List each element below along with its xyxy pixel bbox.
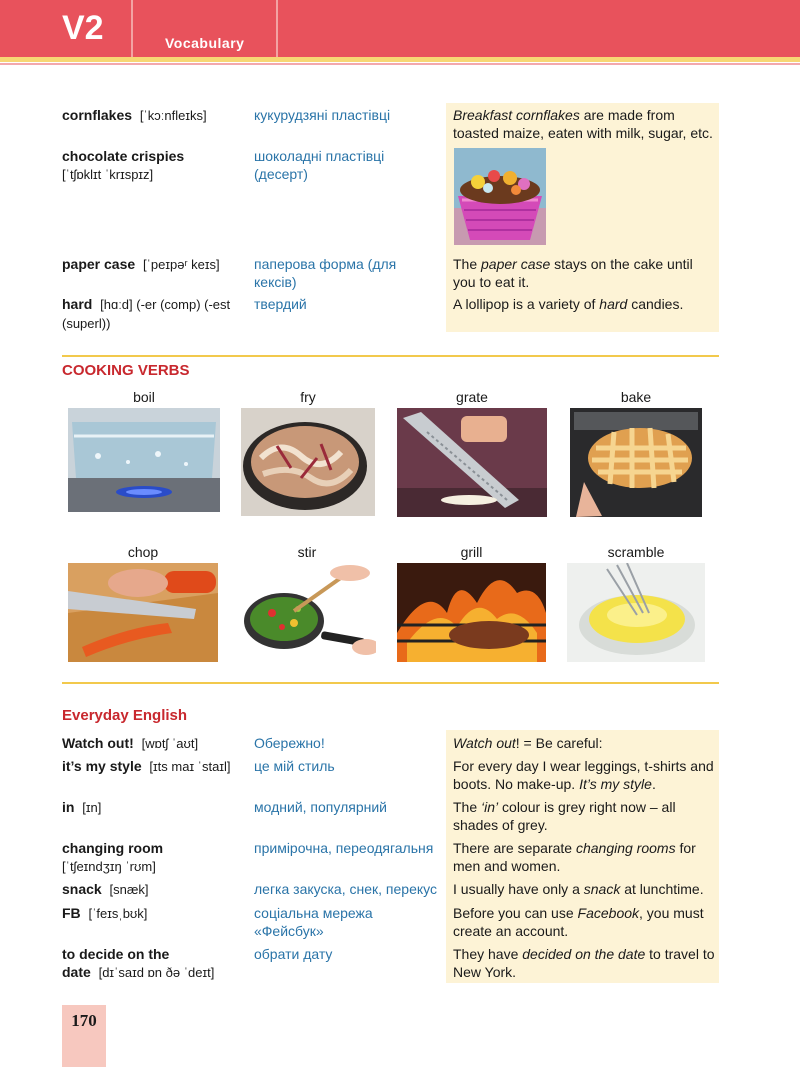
grate-photo (397, 408, 547, 517)
header-divider (276, 0, 278, 57)
phrase-example: Watch out! = Be careful: (453, 735, 603, 751)
chocolate-crispies-photo (454, 148, 546, 245)
fry-photo (241, 408, 375, 516)
phrase-translation: обрати дату (254, 946, 333, 962)
bake-photo (570, 408, 702, 517)
verb-caption: scramble (607, 544, 665, 560)
phrase-example: There are separate changing rooms for men and women. (453, 840, 696, 874)
phrase-example: Before you can use Facebook, you must create an account. (453, 905, 704, 939)
phrase: changing room [ˈtʃeɪndʒɪŋ ˈrʊm] (62, 840, 164, 874)
vocab-word: chocolate crispies [ˈtʃɒklɪt ˈkrɪspɪz] (62, 148, 185, 182)
phrase-example: They have decided on the date to travel to New York. (453, 946, 715, 980)
stir-photo (238, 563, 376, 662)
scramble-photo (567, 563, 705, 662)
header-divider (131, 0, 133, 57)
phrase: in [ɪn] (62, 799, 102, 815)
page-number: 170 (71, 1011, 97, 1030)
cooking-verbs-heading: COOKING VERBS (62, 362, 190, 379)
phrase-example: For every day I wear leggings, t-shirts and boots. No make-up. It’s my style. (453, 758, 714, 792)
phrase-translation: соціальна мережа «Фейсбук» (254, 905, 373, 939)
phrase: Watch out! [wɒtʃ ˈaʊt] (62, 735, 199, 751)
phrase: it’s my style [ɪts maɪ ˈstaɪl] (62, 758, 231, 774)
chop-photo (68, 563, 218, 662)
phrase-translation: Обережно! (254, 735, 325, 751)
phrase-example: I usually have only a snack at lunchtime. (453, 881, 704, 897)
vocab-word: paper case [ˈpeɪpəʳ keɪs] (62, 256, 220, 272)
header-stripe (0, 63, 800, 65)
verb-caption: grate (456, 389, 488, 405)
vocab-example: A lollipop is a variety of hard candies. (453, 296, 684, 312)
vocab-translation: шоколадні пластівці (десерт) (254, 148, 385, 182)
verb-caption: stir (297, 544, 317, 560)
vocab-example: Breakfast cornflakes are made from toasted maize, eaten with milk, sugar, etc. (453, 107, 713, 141)
phrase-translation: це мій стиль (254, 758, 335, 774)
phrase: snack [snæk] (62, 881, 149, 897)
verb-caption: bake (620, 389, 652, 405)
section-rule (62, 355, 719, 357)
vocab-translation: твердий (254, 296, 307, 312)
page-header (0, 0, 800, 57)
phrase-translation: легка закуска, снек, перекус (254, 881, 437, 897)
verb-caption: fry (300, 389, 316, 405)
vocab-word: cornflakes [ˈkɔːnfleɪks] (62, 107, 207, 123)
vocab-translation: кукурудзяні пластівці (254, 107, 391, 123)
header-stripe (0, 57, 800, 62)
phrase: to decide on the date [dɪˈsaɪd ɒn ðə ˈdeɪt] (62, 946, 215, 980)
unit-code: V2 (62, 9, 104, 47)
everyday-english-heading: Everyday English (62, 707, 188, 724)
phrase-translation: модний, популярний (254, 799, 387, 815)
boil-photo (68, 408, 220, 512)
verb-caption: boil (133, 389, 155, 405)
vocab-example: The paper case stays on the cake until you to eat it. (453, 256, 693, 290)
vocab-word: hard [hɑːd] (-er (comp) (-est (superl)) (62, 296, 231, 331)
phrase: FB [ˈfeɪsˌbʊk] (62, 905, 148, 921)
section-title: Vocabulary (165, 35, 245, 51)
verb-caption: chop (127, 544, 159, 560)
verb-caption: grill (460, 544, 483, 560)
phrase-translation: примірочна, переодягальня (254, 840, 434, 856)
vocab-translation: паперова форма (для кексів) (254, 256, 397, 290)
phrase-example: The ‘in’ colour is grey right now – all shades of grey. (453, 799, 676, 833)
grill-photo (397, 563, 546, 662)
section-rule (62, 682, 719, 684)
